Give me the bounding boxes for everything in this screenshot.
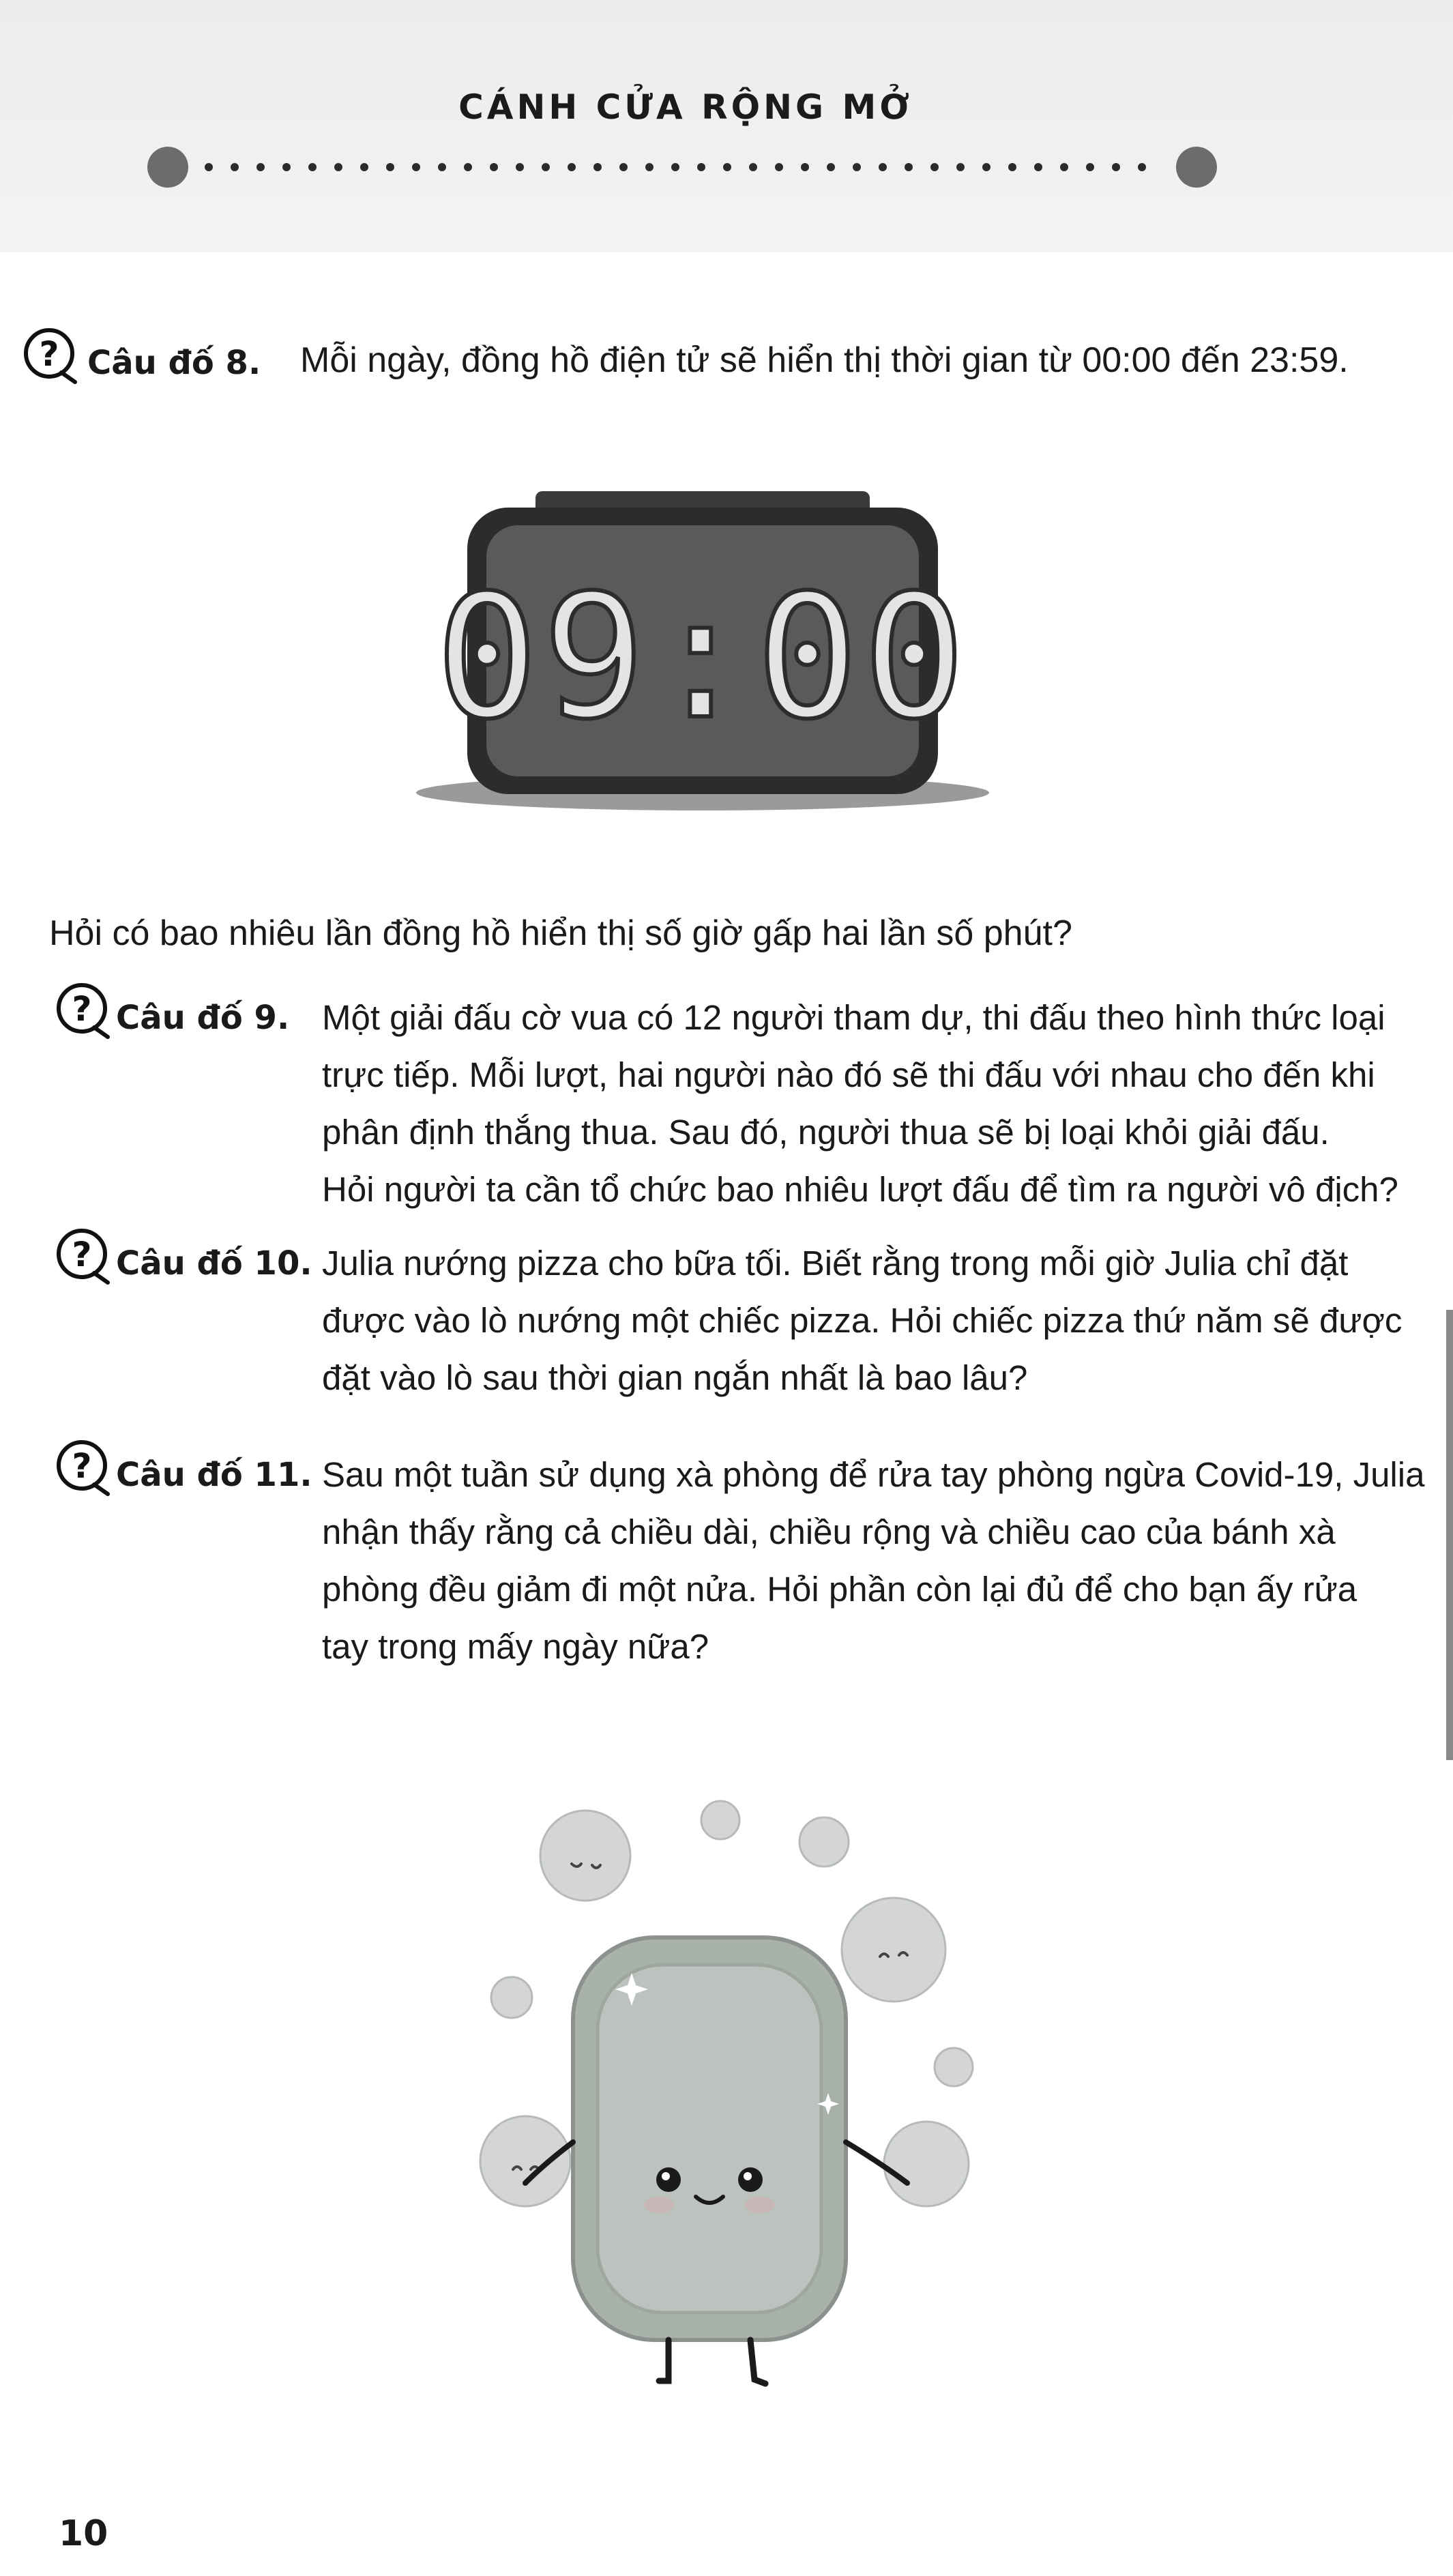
clock-display: 09:00 [435, 558, 970, 757]
text-line: Julia nướng pizza cho bữa tối. Biết rằng trong mỗi giờ Julia chỉ đặt [322, 1244, 1349, 1283]
text-line: Hỏi người ta cần tổ chức bao nhiêu lượt đấu để tìm ra người vô địch? [322, 1170, 1398, 1209]
riddle-10 [49, 1228, 1441, 1433]
question-mark-icon [20, 327, 82, 385]
page-edge-shadow [1446, 1310, 1453, 1760]
riddle-label: Câu đố 10. [116, 1244, 312, 1283]
question-mark-icon [53, 982, 115, 1040]
dotted-divider [143, 143, 1221, 191]
question-mark-icon [53, 1439, 115, 1497]
page-header [0, 0, 1453, 252]
svg-text:?: ? [39, 334, 59, 374]
text-line: đặt vào lò sau thời gian ngắn nhất là bao lâu? [322, 1358, 1028, 1397]
text-line: trực tiếp. Mỗi lượt, hai người nào đó sẽ thi đấu với nhau cho đến khi [322, 1055, 1375, 1094]
svg-text:?: ? [72, 1235, 92, 1274]
riddle-label: Câu đố 8. [87, 344, 261, 382]
riddle-8 [20, 327, 1385, 389]
riddle-8-question: Hỏi có bao nhiêu lần đồng hồ hiển thị số giờ gấp hai lần số phút? [49, 913, 1072, 953]
svg-text:?: ? [72, 989, 92, 1029]
chapter-title: CÁNH CỬA RỘNG MỞ [458, 87, 913, 127]
riddle-9 [49, 982, 1441, 1228]
text-line: tay trong mấy ngày nữa? [322, 1627, 709, 1666]
text-line: Sau một tuần sử dụng xà phòng để rửa tay phòng ngừa Covid-19, Julia [322, 1455, 1425, 1494]
text-line: nhận thấy rằng cả chiều dài, chiều rộng và chiều cao của bánh xà [322, 1512, 1336, 1551]
text-line: Một giải đấu cờ vua có 12 người tham dự, thi đấu theo hình thức loại [322, 998, 1385, 1037]
soap-bar-illustration [471, 1787, 989, 2401]
riddle-text: Mỗi ngày, đồng hồ điện tử sẽ hiển thị thời gian từ 00:00 đến 23:59. [300, 340, 1349, 380]
digital-clock-illustration [413, 491, 993, 812]
riddle-text [322, 989, 1427, 1218]
riddle-label: Câu đố 11. [116, 1456, 312, 1494]
page-number: 10 [59, 2513, 108, 2554]
riddle-text [322, 1235, 1427, 1407]
riddle-11 [49, 1439, 1441, 1685]
text-line: phân định thắng thua. Sau đó, người thua sẽ bị loại khỏi giải đấu. [322, 1113, 1330, 1152]
text-line: được vào lò nướng một chiếc pizza. Hỏi chiếc pizza thứ năm sẽ được [322, 1301, 1403, 1340]
svg-text:?: ? [72, 1446, 92, 1486]
text-line: phòng đều giảm đi một nửa. Hỏi phần còn lại đủ để cho bạn ấy rửa [322, 1570, 1357, 1609]
riddle-text [322, 1446, 1427, 1675]
question-mark-icon [53, 1228, 115, 1285]
riddle-label: Câu đố 9. [116, 999, 290, 1037]
